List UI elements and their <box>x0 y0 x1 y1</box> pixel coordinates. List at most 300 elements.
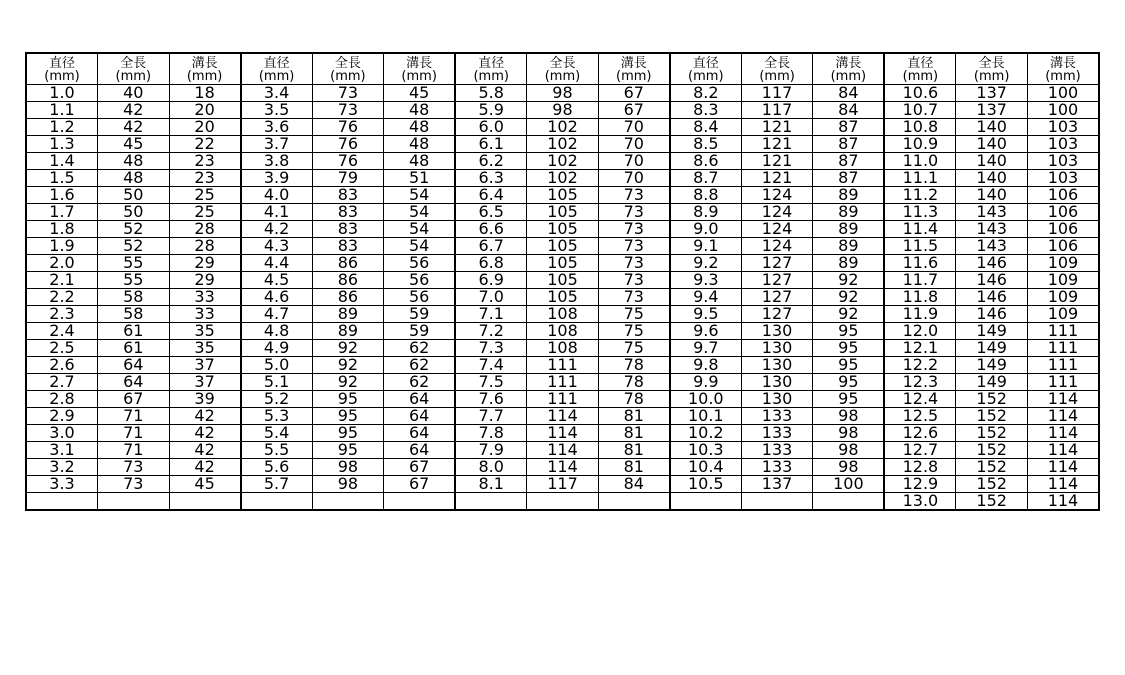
table-cell: 10.9 <box>884 136 956 153</box>
table-cell: 12.3 <box>884 374 956 391</box>
table-cell: 98 <box>312 476 384 493</box>
table-cell: 8.5 <box>670 136 742 153</box>
table-cell: 140 <box>956 170 1028 187</box>
table-cell: 58 <box>98 306 170 323</box>
table-cell: 95 <box>312 391 384 408</box>
table-cell <box>455 493 527 511</box>
table-cell: 75 <box>598 340 670 357</box>
table-cell: 106 <box>1027 187 1099 204</box>
table-cell: 108 <box>527 323 599 340</box>
table-cell: 2.1 <box>26 272 98 289</box>
table-cell: 89 <box>813 221 885 238</box>
table-cell: 11.1 <box>884 170 956 187</box>
table-cell: 1.2 <box>26 119 98 136</box>
table-row <box>26 238 1099 255</box>
table-cell: 5.3 <box>241 408 313 425</box>
table-cell: 25 <box>169 187 241 204</box>
table-cell: 149 <box>956 374 1028 391</box>
table-cell <box>813 493 885 511</box>
table-cell: 42 <box>169 459 241 476</box>
table-cell: 11.0 <box>884 153 956 170</box>
table-cell: 76 <box>312 119 384 136</box>
table-cell: 8.2 <box>670 85 742 102</box>
table-cell: 3.9 <box>241 170 313 187</box>
table-cell: 1.7 <box>26 204 98 221</box>
header-unit: (mm) <box>186 69 223 84</box>
table-cell: 114 <box>1027 459 1099 476</box>
table-cell: 76 <box>312 153 384 170</box>
table-cell: 9.4 <box>670 289 742 306</box>
table-cell: 124 <box>741 187 813 204</box>
table-cell: 98 <box>813 442 885 459</box>
header-unit: (mm) <box>759 69 795 84</box>
table-cell: 133 <box>741 408 813 425</box>
table-cell: 54 <box>384 221 456 238</box>
table-cell: 48 <box>98 153 170 170</box>
table-cell: 111 <box>1027 340 1099 357</box>
table-cell: 92 <box>312 374 384 391</box>
table-cell: 20 <box>169 102 241 119</box>
table-cell <box>312 493 384 511</box>
table-cell: 89 <box>813 238 885 255</box>
table-cell: 130 <box>741 357 813 374</box>
table-cell: 11.5 <box>884 238 956 255</box>
table-cell: 6.1 <box>455 136 527 153</box>
table-cell: 67 <box>384 476 456 493</box>
header-label: 直径 <box>692 56 719 71</box>
table-cell: 1.3 <box>26 136 98 153</box>
table-cell: 73 <box>312 102 384 119</box>
header-unit: (mm) <box>115 69 152 84</box>
table-row <box>26 459 1099 476</box>
table-cell: 89 <box>312 323 384 340</box>
table-cell: 114 <box>1027 442 1099 459</box>
table-cell: 117 <box>741 85 813 102</box>
table-cell: 86 <box>312 272 384 289</box>
table-cell: 71 <box>98 408 170 425</box>
table-cell: 87 <box>813 170 885 187</box>
table-cell: 20 <box>169 119 241 136</box>
table-cell: 12.8 <box>884 459 956 476</box>
header-label: 全長 <box>764 56 791 71</box>
table-cell: 23 <box>169 153 241 170</box>
table-cell: 1.4 <box>26 153 98 170</box>
table-cell: 137 <box>956 85 1028 102</box>
table-cell: 98 <box>813 408 885 425</box>
header-unit: (mm) <box>330 69 366 84</box>
table-cell: 6.2 <box>455 153 527 170</box>
table-cell: 50 <box>98 187 170 204</box>
table-cell: 64 <box>384 425 456 442</box>
table-cell: 4.6 <box>241 289 313 306</box>
table-cell: 61 <box>98 323 170 340</box>
table-cell: 87 <box>813 153 885 170</box>
table-cell: 130 <box>741 374 813 391</box>
table-cell: 106 <box>1027 238 1099 255</box>
table-row <box>26 153 1099 170</box>
table-cell: 3.2 <box>26 459 98 476</box>
table-cell: 105 <box>527 204 599 221</box>
header-unit: (mm) <box>973 69 1010 84</box>
table-cell: 111 <box>1027 323 1099 340</box>
table-cell: 8.8 <box>670 187 742 204</box>
table-cell: 4.2 <box>241 221 313 238</box>
table-cell: 152 <box>956 425 1028 442</box>
header-flute-g4 <box>813 53 885 85</box>
table-cell: 103 <box>1027 119 1099 136</box>
table-cell: 78 <box>598 357 670 374</box>
table-cell: 12.0 <box>884 323 956 340</box>
table-cell: 95 <box>312 425 384 442</box>
table-cell: 140 <box>956 153 1028 170</box>
table-cell: 9.2 <box>670 255 742 272</box>
table-cell: 6.3 <box>455 170 527 187</box>
table-cell: 152 <box>956 391 1028 408</box>
table-cell: 105 <box>527 255 599 272</box>
table-cell: 95 <box>813 374 885 391</box>
table-cell: 10.3 <box>670 442 742 459</box>
table-cell: 111 <box>527 357 599 374</box>
table-cell: 6.0 <box>455 119 527 136</box>
table-cell: 89 <box>813 204 885 221</box>
table-cell: 78 <box>598 391 670 408</box>
table-cell: 70 <box>598 170 670 187</box>
table-cell: 121 <box>741 136 813 153</box>
table-cell: 9.3 <box>670 272 742 289</box>
table-cell: 1.8 <box>26 221 98 238</box>
table-cell: 62 <box>384 374 456 391</box>
table-cell: 9.8 <box>670 357 742 374</box>
table-cell: 10.2 <box>670 425 742 442</box>
table-cell: 111 <box>1027 357 1099 374</box>
table-cell: 89 <box>813 187 885 204</box>
table-cell: 3.5 <box>241 102 313 119</box>
table-cell: 3.1 <box>26 442 98 459</box>
table-cell: 9.9 <box>670 374 742 391</box>
table-cell: 133 <box>741 459 813 476</box>
table-row <box>26 374 1099 391</box>
header-label: 溝長 <box>1049 56 1076 71</box>
table-cell: 7.0 <box>455 289 527 306</box>
table-cell: 92 <box>813 272 885 289</box>
table-cell: 103 <box>1027 153 1099 170</box>
table-cell: 12.6 <box>884 425 956 442</box>
table-cell: 73 <box>598 238 670 255</box>
table-cell: 121 <box>741 170 813 187</box>
table-cell: 50 <box>98 204 170 221</box>
table-cell: 64 <box>384 442 456 459</box>
table-cell: 10.4 <box>670 459 742 476</box>
table-cell: 137 <box>741 476 813 493</box>
table-cell: 10.8 <box>884 119 956 136</box>
table-cell: 2.6 <box>26 357 98 374</box>
table-cell: 6.5 <box>455 204 527 221</box>
table-cell: 1.1 <box>26 102 98 119</box>
table-cell: 2.0 <box>26 255 98 272</box>
header-label: 全長 <box>549 56 576 71</box>
table-cell: 73 <box>598 204 670 221</box>
table-cell: 140 <box>956 187 1028 204</box>
table-cell: 67 <box>384 459 456 476</box>
table-cell: 95 <box>813 340 885 357</box>
table-cell: 5.4 <box>241 425 313 442</box>
table-cell: 143 <box>956 221 1028 238</box>
table-cell: 2.9 <box>26 408 98 425</box>
table-cell: 117 <box>741 102 813 119</box>
table-cell: 83 <box>312 238 384 255</box>
table-cell: 48 <box>384 153 456 170</box>
table-cell: 137 <box>956 102 1028 119</box>
table-cell: 2.3 <box>26 306 98 323</box>
header-label: 全長 <box>334 56 361 71</box>
table-cell: 127 <box>741 306 813 323</box>
table-cell: 7.5 <box>455 374 527 391</box>
table-body <box>26 85 1099 511</box>
header-unit: (mm) <box>401 69 437 84</box>
table-cell: 4.4 <box>241 255 313 272</box>
table-cell: 114 <box>1027 493 1099 511</box>
table-cell: 5.8 <box>455 85 527 102</box>
table-cell: 111 <box>527 391 599 408</box>
table-cell: 73 <box>98 459 170 476</box>
table-cell: 33 <box>169 289 241 306</box>
table-cell: 59 <box>384 306 456 323</box>
table-row <box>26 340 1099 357</box>
table-cell: 130 <box>741 391 813 408</box>
table-cell: 6.7 <box>455 238 527 255</box>
table-cell: 105 <box>527 289 599 306</box>
table-cell: 45 <box>384 85 456 102</box>
table-cell: 8.9 <box>670 204 742 221</box>
table-cell <box>169 493 241 511</box>
table-cell: 130 <box>741 323 813 340</box>
header-total-g3 <box>527 53 599 85</box>
table-cell: 52 <box>98 221 170 238</box>
header-unit: (mm) <box>830 69 867 84</box>
table-cell: 152 <box>956 493 1028 511</box>
table-cell: 124 <box>741 221 813 238</box>
table-cell: 109 <box>1027 306 1099 323</box>
table-cell: 152 <box>956 408 1028 425</box>
table-cell: 9.6 <box>670 323 742 340</box>
header-flute-g5 <box>1027 53 1099 85</box>
table-cell: 149 <box>956 357 1028 374</box>
table-cell: 100 <box>1027 102 1099 119</box>
table-cell: 3.0 <box>26 425 98 442</box>
header-unit: (mm) <box>1045 69 1081 84</box>
table-cell: 1.6 <box>26 187 98 204</box>
table-cell: 28 <box>169 221 241 238</box>
table-cell: 2.5 <box>26 340 98 357</box>
table-cell: 5.7 <box>241 476 313 493</box>
table-cell: 111 <box>527 374 599 391</box>
header-unit: (mm) <box>44 69 80 84</box>
table-row <box>26 221 1099 238</box>
header-unit: (mm) <box>902 69 939 84</box>
table-cell: 105 <box>527 238 599 255</box>
table-cell: 143 <box>956 204 1028 221</box>
table-cell: 6.4 <box>455 187 527 204</box>
table-cell: 111 <box>1027 374 1099 391</box>
table-cell <box>527 493 599 511</box>
table-cell: 84 <box>813 102 885 119</box>
table-cell: 98 <box>312 459 384 476</box>
table-cell: 133 <box>741 425 813 442</box>
table-cell: 55 <box>98 272 170 289</box>
table-cell: 4.9 <box>241 340 313 357</box>
table-cell: 45 <box>169 476 241 493</box>
table-cell: 64 <box>384 408 456 425</box>
table-cell: 54 <box>384 187 456 204</box>
header-label: 直径 <box>478 56 505 71</box>
table-cell <box>26 493 98 511</box>
table-cell: 9.5 <box>670 306 742 323</box>
table-cell: 25 <box>169 204 241 221</box>
table-row <box>26 306 1099 323</box>
table-cell: 105 <box>527 187 599 204</box>
table-cell: 7.1 <box>455 306 527 323</box>
table-cell: 105 <box>527 221 599 238</box>
table-cell: 81 <box>598 459 670 476</box>
table-cell: 130 <box>741 340 813 357</box>
table-cell: 98 <box>527 85 599 102</box>
table-cell: 12.7 <box>884 442 956 459</box>
header-label: 溝長 <box>406 56 433 71</box>
table-cell: 5.0 <box>241 357 313 374</box>
table-cell: 124 <box>741 238 813 255</box>
table-cell: 73 <box>598 187 670 204</box>
header-total-g2 <box>312 53 384 85</box>
table-cell: 7.2 <box>455 323 527 340</box>
table-cell: 11.8 <box>884 289 956 306</box>
table-cell: 81 <box>598 408 670 425</box>
table-row <box>26 255 1099 272</box>
table-cell: 28 <box>169 238 241 255</box>
table-cell: 6.8 <box>455 255 527 272</box>
table-cell: 67 <box>598 102 670 119</box>
table-cell: 92 <box>312 357 384 374</box>
table-cell: 39 <box>169 391 241 408</box>
table-row <box>26 493 1099 511</box>
table-cell: 146 <box>956 255 1028 272</box>
table-cell: 109 <box>1027 272 1099 289</box>
table-row <box>26 408 1099 425</box>
table-cell: 5.2 <box>241 391 313 408</box>
table-cell: 7.8 <box>455 425 527 442</box>
table-cell: 73 <box>598 221 670 238</box>
table-cell: 75 <box>598 323 670 340</box>
table-cell: 5.9 <box>455 102 527 119</box>
table-cell: 10.5 <box>670 476 742 493</box>
table-cell: 9.1 <box>670 238 742 255</box>
table-cell: 84 <box>813 85 885 102</box>
table-cell: 143 <box>956 238 1028 255</box>
table-cell: 42 <box>169 442 241 459</box>
table-cell: 6.9 <box>455 272 527 289</box>
table-row <box>26 323 1099 340</box>
table-cell: 7.7 <box>455 408 527 425</box>
table-cell: 87 <box>813 136 885 153</box>
table-cell: 12.1 <box>884 340 956 357</box>
table-cell: 45 <box>98 136 170 153</box>
table-cell: 152 <box>956 476 1028 493</box>
table-cell: 10.1 <box>670 408 742 425</box>
table-cell: 95 <box>813 357 885 374</box>
header-dia-g3 <box>455 53 527 85</box>
table-row <box>26 102 1099 119</box>
table-cell: 8.1 <box>455 476 527 493</box>
header-label: 直径 <box>49 56 76 71</box>
table-cell: 95 <box>813 323 885 340</box>
table-cell: 146 <box>956 306 1028 323</box>
header-flute-g3 <box>598 53 670 85</box>
header-dia-g1 <box>26 53 98 85</box>
table-row <box>26 204 1099 221</box>
table-row <box>26 170 1099 187</box>
table-cell: 12.5 <box>884 408 956 425</box>
table-cell: 105 <box>527 272 599 289</box>
table-cell: 7.3 <box>455 340 527 357</box>
table-cell: 29 <box>169 272 241 289</box>
table-cell: 109 <box>1027 289 1099 306</box>
table-cell: 42 <box>169 408 241 425</box>
table-cell: 40 <box>98 85 170 102</box>
header-total-g1 <box>98 53 170 85</box>
header-label: 全長 <box>978 56 1005 71</box>
table-cell: 102 <box>527 119 599 136</box>
header-label: 全長 <box>120 56 147 71</box>
table-cell: 117 <box>527 476 599 493</box>
table-cell: 103 <box>1027 136 1099 153</box>
table-cell: 37 <box>169 357 241 374</box>
table-cell: 70 <box>598 136 670 153</box>
table-cell: 4.8 <box>241 323 313 340</box>
table-cell: 71 <box>98 442 170 459</box>
table-cell: 100 <box>813 476 885 493</box>
table-cell: 3.3 <box>26 476 98 493</box>
table-cell: 8.3 <box>670 102 742 119</box>
table-cell: 5.6 <box>241 459 313 476</box>
table-cell: 37 <box>169 374 241 391</box>
table-cell: 114 <box>1027 391 1099 408</box>
table-cell: 2.2 <box>26 289 98 306</box>
table-cell: 79 <box>312 170 384 187</box>
table-cell: 98 <box>813 459 885 476</box>
table-row <box>26 391 1099 408</box>
drill-size-table <box>25 52 1100 511</box>
table-cell: 55 <box>98 255 170 272</box>
table-cell: 108 <box>527 340 599 357</box>
table-cell: 42 <box>169 425 241 442</box>
table-cell: 73 <box>598 255 670 272</box>
table-cell: 95 <box>312 442 384 459</box>
table-cell: 13.0 <box>884 493 956 511</box>
table-cell: 6.6 <box>455 221 527 238</box>
table-cell: 8.0 <box>455 459 527 476</box>
table-cell: 114 <box>1027 408 1099 425</box>
table-cell: 54 <box>384 238 456 255</box>
table-row <box>26 119 1099 136</box>
table-cell: 5.5 <box>241 442 313 459</box>
table-cell: 87 <box>813 119 885 136</box>
table-cell: 1.0 <box>26 85 98 102</box>
table-cell: 9.7 <box>670 340 742 357</box>
table-cell: 12.4 <box>884 391 956 408</box>
table-cell <box>98 493 170 511</box>
table-cell: 140 <box>956 119 1028 136</box>
table-cell: 92 <box>813 306 885 323</box>
table-cell: 92 <box>312 340 384 357</box>
